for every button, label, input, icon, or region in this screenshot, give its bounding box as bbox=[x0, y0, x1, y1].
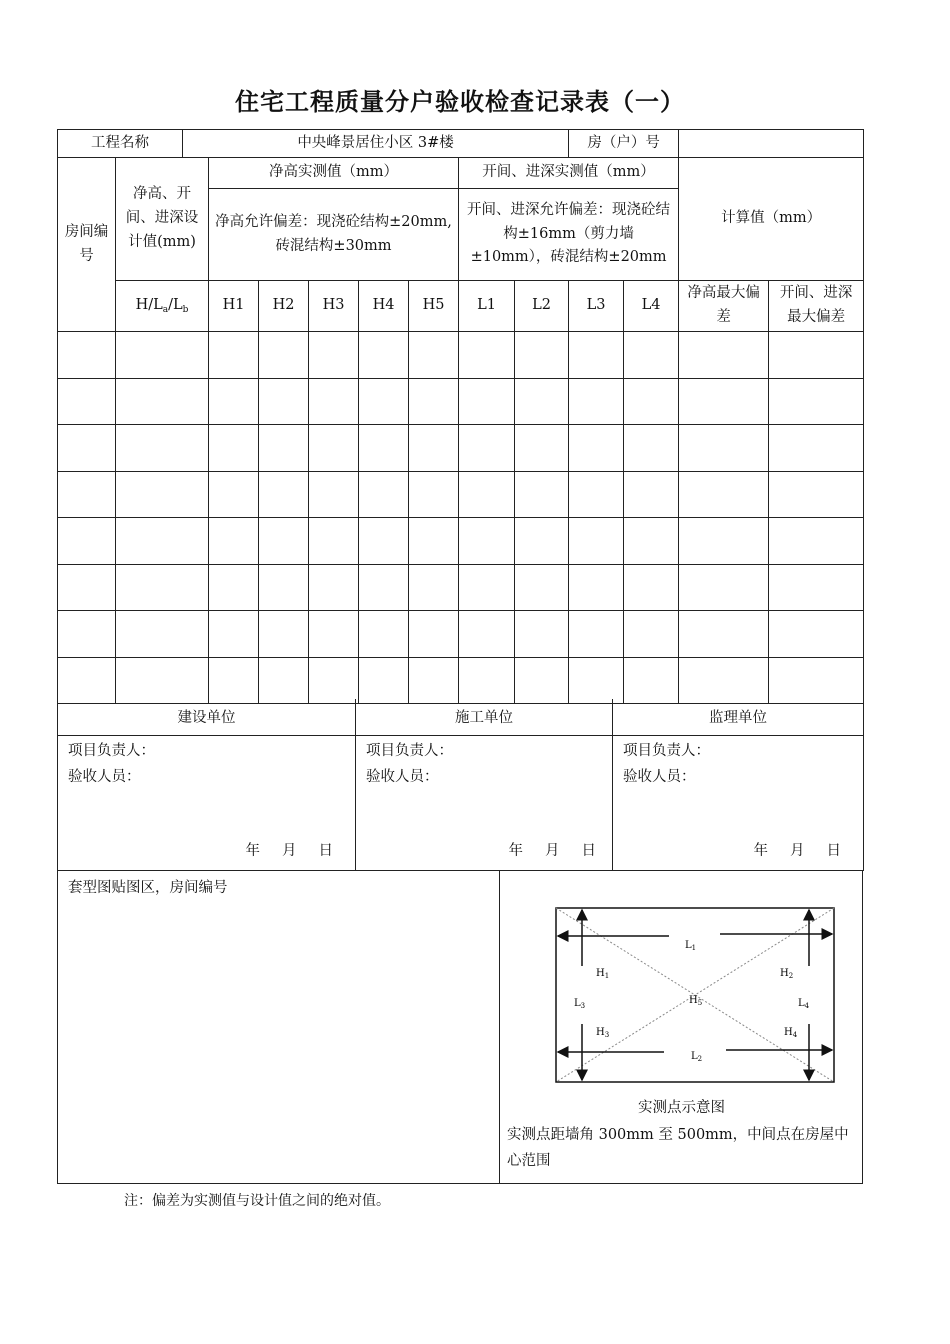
point-l3-label: $L_3$ bbox=[574, 998, 586, 1010]
table-cell[interactable] bbox=[209, 564, 259, 611]
max-span-dev-header: 开间、进深最大偏差 bbox=[769, 281, 864, 332]
table-cell[interactable] bbox=[58, 564, 116, 611]
table-cell[interactable] bbox=[679, 611, 769, 658]
footnote: 注：偏差为实测值与设计值之间的绝对值。 bbox=[124, 1193, 390, 1209]
builder-inspector-label: 验收人员： bbox=[366, 768, 439, 785]
supervisor-unit-label: 监理单位 bbox=[613, 699, 864, 735]
table-cell[interactable] bbox=[569, 657, 624, 704]
table-cell[interactable] bbox=[359, 332, 409, 379]
point-h4-label: $H_4$ bbox=[784, 1027, 798, 1039]
height-group-header: 净高实测值（mm） bbox=[209, 158, 459, 189]
builder-year: 年 bbox=[508, 842, 523, 859]
design-symbol-b: b bbox=[182, 305, 189, 316]
table-cell[interactable] bbox=[259, 657, 309, 704]
builder-sign-cell[interactable] bbox=[356, 735, 613, 870]
table-cell[interactable] bbox=[409, 332, 459, 379]
table-cell[interactable] bbox=[515, 425, 569, 472]
table-cell[interactable] bbox=[459, 425, 515, 472]
table-cell[interactable] bbox=[459, 657, 515, 704]
point-h2-label: $H_2$ bbox=[780, 968, 794, 980]
builder-day: 日 bbox=[581, 842, 596, 859]
floorplan-paste-area[interactable] bbox=[58, 870, 500, 1183]
table-row bbox=[58, 471, 864, 518]
table-cell[interactable] bbox=[459, 611, 515, 658]
table-cell[interactable] bbox=[359, 564, 409, 611]
span-tolerance-note: 开间、进深允许偏差：现浇砼结构±16mm（剪力墙±10mm），砖混结构±20mm bbox=[459, 189, 679, 281]
table-cell[interactable] bbox=[209, 378, 259, 425]
diagram-caption: 实测点示意图 bbox=[638, 1100, 725, 1116]
supervisor-day: 日 bbox=[826, 842, 841, 859]
table-cell[interactable] bbox=[624, 332, 679, 379]
builder-manager-label: 项目负责人： bbox=[366, 742, 453, 759]
builder-unit-label: 施工单位 bbox=[356, 699, 613, 735]
table-cell[interactable] bbox=[459, 378, 515, 425]
project-name-value[interactable]: 中央峰景居住小区 3#楼 bbox=[183, 130, 569, 158]
table-cell[interactable] bbox=[459, 518, 515, 565]
table-cell[interactable] bbox=[309, 425, 359, 472]
table-cell[interactable] bbox=[209, 518, 259, 565]
point-h3-label: $H_3$ bbox=[596, 1027, 610, 1039]
column-code-row bbox=[58, 281, 864, 332]
table-cell[interactable] bbox=[459, 471, 515, 518]
table-cell[interactable] bbox=[679, 332, 769, 379]
table-cell[interactable] bbox=[569, 332, 624, 379]
table-cell[interactable] bbox=[569, 378, 624, 425]
table-cell[interactable] bbox=[116, 425, 209, 472]
table-cell[interactable] bbox=[116, 518, 209, 565]
height-tolerance-note: 净高允许偏差：现浇砼结构±20mm,砖混结构±30mm bbox=[209, 189, 459, 281]
attachment-section bbox=[57, 870, 863, 1184]
owner-year: 年 bbox=[245, 842, 260, 859]
table-cell[interactable] bbox=[569, 564, 624, 611]
col-h5: H5 bbox=[409, 281, 459, 332]
table-cell[interactable] bbox=[58, 425, 116, 472]
diagram-description: 实测点距墙角 300mm 至 500mm，中间点在房屋中心范围 bbox=[507, 1127, 849, 1169]
owner-unit-label: 建设单位 bbox=[58, 699, 356, 735]
page-title: 住宅工程质量分户验收检查记录表（一） bbox=[235, 88, 685, 116]
table-cell[interactable] bbox=[359, 657, 409, 704]
supervisor-date bbox=[732, 839, 842, 860]
room-id-header: 房间编号 bbox=[58, 158, 116, 332]
table-cell[interactable] bbox=[569, 471, 624, 518]
calc-group-header: 计算值（mm） bbox=[679, 158, 864, 281]
owner-month: 月 bbox=[282, 842, 297, 859]
table-cell[interactable] bbox=[769, 425, 864, 472]
design-value-header: 净高、开间、进深设计值(mm) bbox=[116, 158, 209, 281]
table-cell[interactable] bbox=[679, 518, 769, 565]
table-cell[interactable] bbox=[58, 332, 116, 379]
table-cell[interactable] bbox=[769, 378, 864, 425]
table-cell[interactable] bbox=[116, 564, 209, 611]
table-cell[interactable] bbox=[58, 378, 116, 425]
table-cell[interactable] bbox=[259, 611, 309, 658]
table-cell[interactable] bbox=[569, 518, 624, 565]
col-l4: L4 bbox=[624, 281, 679, 332]
table-cell[interactable] bbox=[116, 657, 209, 704]
table-cell[interactable] bbox=[309, 518, 359, 565]
table-cell[interactable] bbox=[309, 611, 359, 658]
measure-diagram-panel bbox=[499, 870, 863, 1183]
table-row bbox=[58, 425, 864, 472]
supervisor-inspector-label: 验收人员： bbox=[623, 768, 696, 785]
table-row bbox=[58, 657, 864, 704]
table-cell[interactable] bbox=[459, 564, 515, 611]
table-cell[interactable] bbox=[679, 471, 769, 518]
table-cell[interactable] bbox=[769, 564, 864, 611]
table-cell[interactable] bbox=[624, 611, 679, 658]
design-symbol-header bbox=[116, 281, 209, 332]
table-cell[interactable] bbox=[624, 518, 679, 565]
table-row bbox=[58, 518, 864, 565]
table-row bbox=[58, 378, 864, 425]
project-name-label: 工程名称 bbox=[58, 130, 183, 158]
table-cell[interactable] bbox=[359, 518, 409, 565]
owner-sign-cell[interactable] bbox=[58, 735, 356, 870]
point-l1-label: $L_1$ bbox=[685, 940, 697, 952]
col-l3: L3 bbox=[569, 281, 624, 332]
table-cell[interactable] bbox=[259, 564, 309, 611]
table-row bbox=[58, 611, 864, 658]
table-cell[interactable] bbox=[209, 657, 259, 704]
table-cell[interactable] bbox=[515, 657, 569, 704]
table-cell[interactable] bbox=[116, 332, 209, 379]
builder-month: 月 bbox=[545, 842, 560, 859]
table-cell[interactable] bbox=[209, 471, 259, 518]
table-cell[interactable] bbox=[515, 611, 569, 658]
table-cell[interactable] bbox=[769, 611, 864, 658]
table-cell[interactable] bbox=[58, 518, 116, 565]
table-cell[interactable] bbox=[769, 518, 864, 565]
col-l1: L1 bbox=[459, 281, 515, 332]
col-h4: H4 bbox=[359, 281, 409, 332]
point-l2-label: $L_2$ bbox=[691, 1051, 703, 1063]
inspection-table bbox=[57, 129, 864, 704]
room-no-value[interactable] bbox=[679, 130, 864, 158]
owner-date bbox=[224, 839, 334, 860]
table-cell[interactable] bbox=[209, 425, 259, 472]
table-cell[interactable] bbox=[58, 471, 116, 518]
col-l2: L2 bbox=[515, 281, 569, 332]
table-cell[interactable] bbox=[259, 425, 309, 472]
supervisor-sign-cell[interactable] bbox=[613, 735, 864, 870]
col-h2: H2 bbox=[259, 281, 309, 332]
table-cell[interactable] bbox=[679, 378, 769, 425]
table-cell[interactable] bbox=[359, 425, 409, 472]
table-cell[interactable] bbox=[515, 378, 569, 425]
table-cell[interactable] bbox=[624, 471, 679, 518]
table-cell[interactable] bbox=[679, 425, 769, 472]
table-cell[interactable] bbox=[409, 471, 459, 518]
table-cell[interactable] bbox=[515, 564, 569, 611]
table-cell[interactable] bbox=[309, 657, 359, 704]
table-cell[interactable] bbox=[515, 471, 569, 518]
table-cell[interactable] bbox=[309, 471, 359, 518]
table-cell[interactable] bbox=[769, 471, 864, 518]
builder-date bbox=[487, 839, 597, 860]
design-symbol-a: a bbox=[162, 305, 169, 316]
table-cell[interactable] bbox=[259, 471, 309, 518]
table-cell[interactable] bbox=[769, 332, 864, 379]
table-cell[interactable] bbox=[515, 332, 569, 379]
table-cell[interactable] bbox=[259, 332, 309, 379]
table-cell[interactable] bbox=[116, 611, 209, 658]
table-cell[interactable] bbox=[409, 518, 459, 565]
table-cell[interactable] bbox=[309, 378, 359, 425]
supervisor-month: 月 bbox=[790, 842, 805, 859]
table-cell[interactable] bbox=[359, 378, 409, 425]
table-cell[interactable] bbox=[459, 332, 515, 379]
table-cell[interactable] bbox=[359, 471, 409, 518]
design-symbol-slash: /L bbox=[168, 297, 183, 314]
col-h3: H3 bbox=[309, 281, 359, 332]
table-cell[interactable] bbox=[58, 611, 116, 658]
span-group-header: 开间、进深实测值（mm） bbox=[459, 158, 679, 189]
table-cell[interactable] bbox=[409, 657, 459, 704]
table-row bbox=[58, 564, 864, 611]
table-cell[interactable] bbox=[569, 425, 624, 472]
supervisor-manager-label: 项目负责人： bbox=[623, 742, 710, 759]
table-cell[interactable] bbox=[359, 611, 409, 658]
table-cell[interactable] bbox=[209, 611, 259, 658]
floorplan-paste-label: 套型图贴图区，房间编号 bbox=[68, 880, 228, 896]
point-h5-label: $H_5$ bbox=[689, 995, 703, 1007]
table-cell[interactable] bbox=[624, 564, 679, 611]
table-cell[interactable] bbox=[409, 425, 459, 472]
table-cell[interactable] bbox=[309, 564, 359, 611]
table-cell[interactable] bbox=[515, 518, 569, 565]
table-cell[interactable] bbox=[569, 611, 624, 658]
table-cell[interactable] bbox=[409, 611, 459, 658]
owner-manager-label: 项目负责人： bbox=[68, 742, 155, 759]
table-cell[interactable] bbox=[624, 378, 679, 425]
point-l4-label: $L_4$ bbox=[798, 998, 810, 1010]
table-cell[interactable] bbox=[259, 518, 309, 565]
table-cell[interactable] bbox=[58, 657, 116, 704]
room-no-label: 房（户）号 bbox=[569, 130, 679, 158]
table-cell[interactable] bbox=[624, 657, 679, 704]
table-cell[interactable] bbox=[116, 378, 209, 425]
table-cell[interactable] bbox=[679, 564, 769, 611]
table-row bbox=[58, 332, 864, 379]
table-cell[interactable] bbox=[259, 378, 309, 425]
table-cell[interactable] bbox=[409, 564, 459, 611]
measure-point-diagram bbox=[554, 906, 836, 1084]
owner-day: 日 bbox=[318, 842, 333, 859]
point-h1-label: $H_1$ bbox=[596, 968, 610, 980]
signature-table bbox=[57, 699, 864, 871]
table-cell[interactable] bbox=[116, 471, 209, 518]
owner-inspector-label: 验收人员： bbox=[68, 768, 141, 785]
supervisor-year: 年 bbox=[753, 842, 768, 859]
table-cell[interactable] bbox=[769, 657, 864, 704]
data-rows bbox=[58, 332, 864, 704]
table-cell[interactable] bbox=[624, 425, 679, 472]
col-h1: H1 bbox=[209, 281, 259, 332]
table-cell[interactable] bbox=[679, 657, 769, 704]
table-cell[interactable] bbox=[309, 332, 359, 379]
design-symbol-h: H/L bbox=[135, 297, 163, 314]
table-cell[interactable] bbox=[209, 332, 259, 379]
max-height-dev-header: 净高最大偏差 bbox=[679, 281, 769, 332]
table-cell[interactable] bbox=[409, 378, 459, 425]
